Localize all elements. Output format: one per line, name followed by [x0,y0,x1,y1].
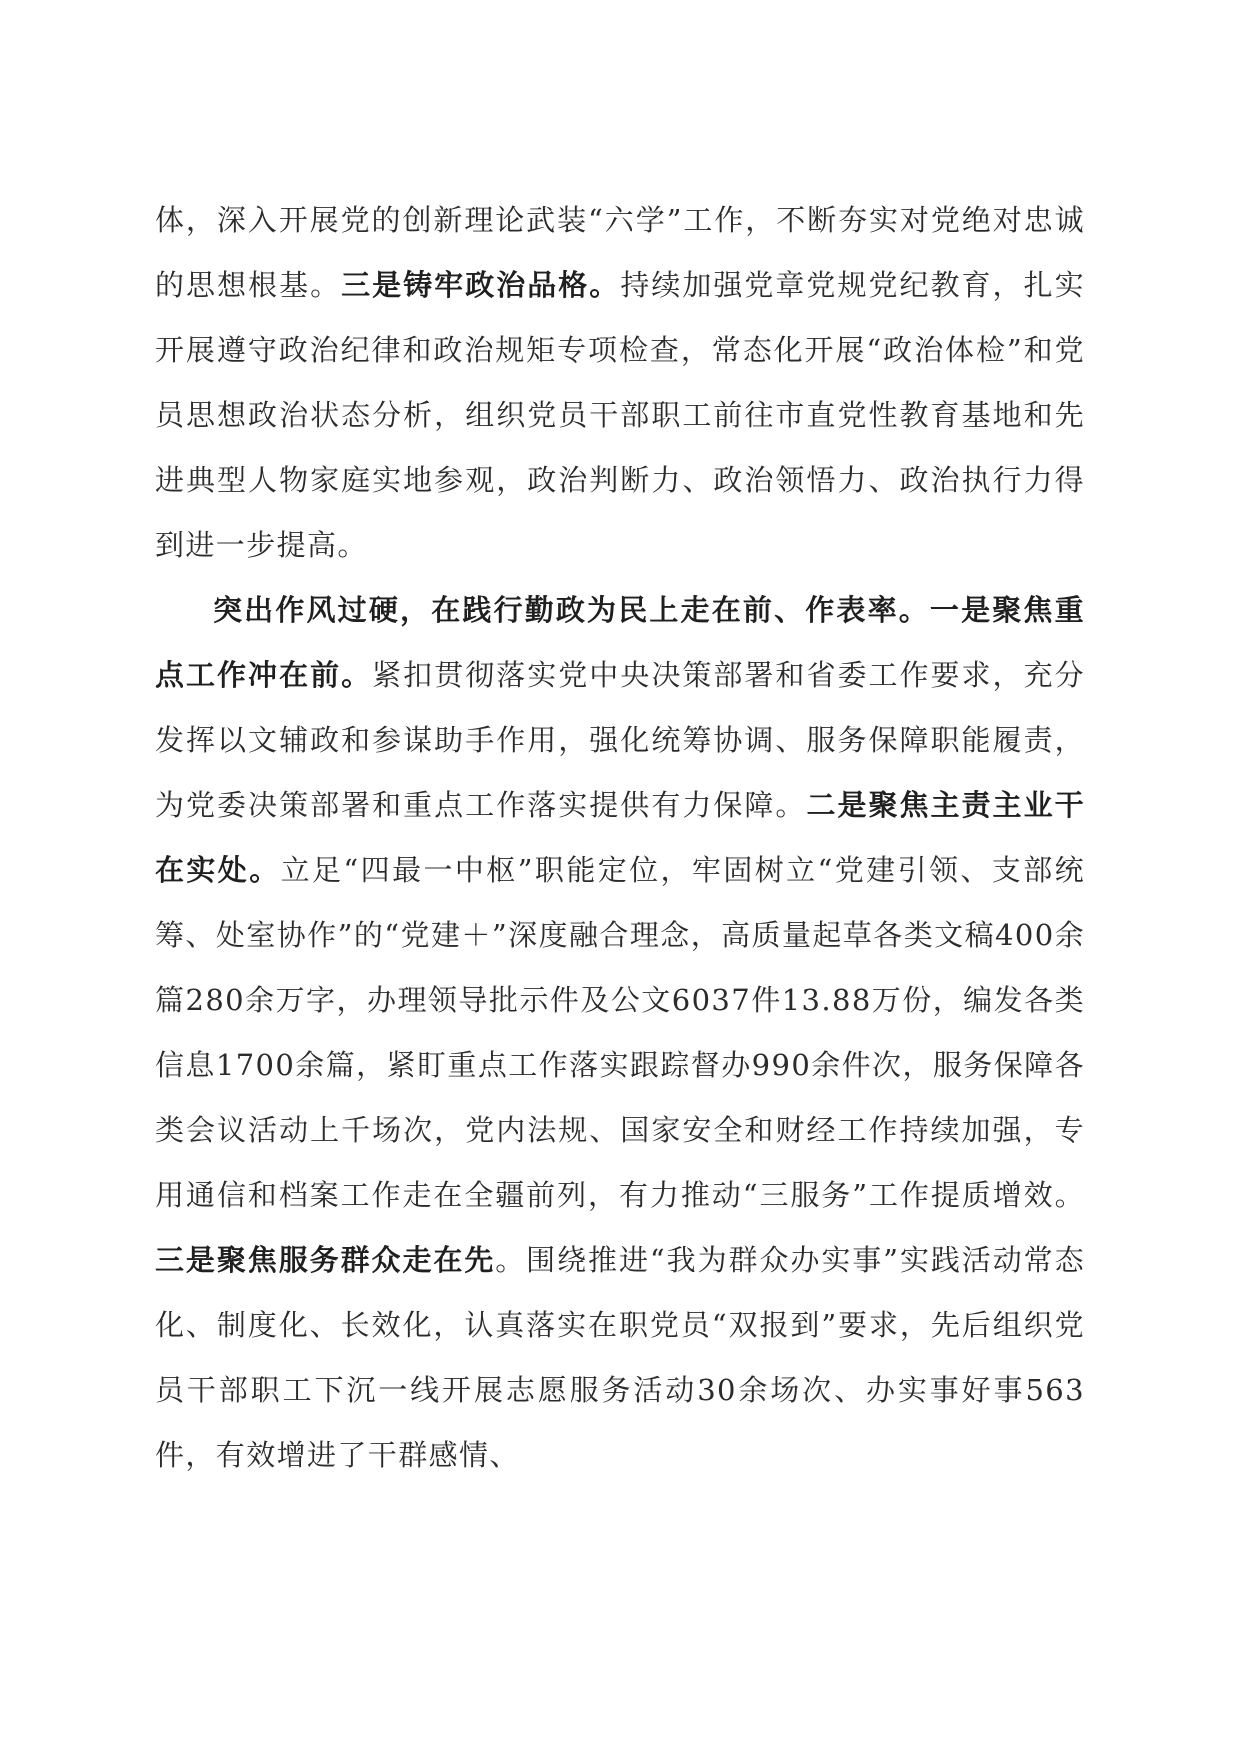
paragraph-work-style [155,578,1085,1488]
heading-focus-serving-masses: 三是聚焦服务群众走在先 [155,1243,496,1277]
section-heading-work-style: 突出作风过硬，在践行勤政为民上走在前、作表率。一是聚焦重点工作冲在前。 [155,593,1085,692]
paragraph-text: 立足“四最一中枢”职能定位，牢固树立“党建引领、支部统筹、处室协作”的“党建＋”深度融合理念，高质量起草各类文稿400余篇280余万字，办理领导批示件及公文6037件13.88万份，编发各类信息1700余篇，紧盯重点工作落实跟踪督办990余件次，服务保障各类会议活动上千场次，党内法规、国家安全和财经工作持续加强，专用通信和档案工作走在全疆前列，有力推动“三服务”工作提质增效。 [155,853,1085,1212]
paragraph-text: 体，深入开展党的创新理论武装“六学”工作，不断夯实对党绝对忠诚的思想根基。 [155,203,1085,302]
paragraph-political-quality [155,188,1085,578]
document-body [155,188,1085,1488]
paragraph-text: 紧扣贯彻落实党中央决策部署和省委工作要求，充分发挥以文辅政和参谋助手作用，强化统筹协调、服务保障职能履责，为党委决策部署和重点工作落实提供有力保障。 [155,658,1086,822]
heading-strengthen-political-character: 三是铸牢政治品格。 [341,268,621,302]
paragraph-text: 。围绕推进“我为群众办实事”实践活动常态化、制度化、长效化，认真落实在职党员“双报到”要求，先后组织党员干部职工下沉一线开展志愿服务活动30余场次、办实事好事563件，有效增进了干群感情、 [155,1243,1085,1472]
paragraph-text: 持续加强党章党规党纪教育，扎实开展遵守政治纪律和政治规矩专项检查，常态化开展“政治体检”和党员思想政治状态分析，组织党员干部职工前往市直党性教育基地和先进典型人物家庭实地参观，政治判断力、政治领悟力、政治执行力得到进一步提高。 [155,268,1085,562]
heading-focus-main-duties: 二是聚焦主责主业干在实处。 [155,788,1085,887]
